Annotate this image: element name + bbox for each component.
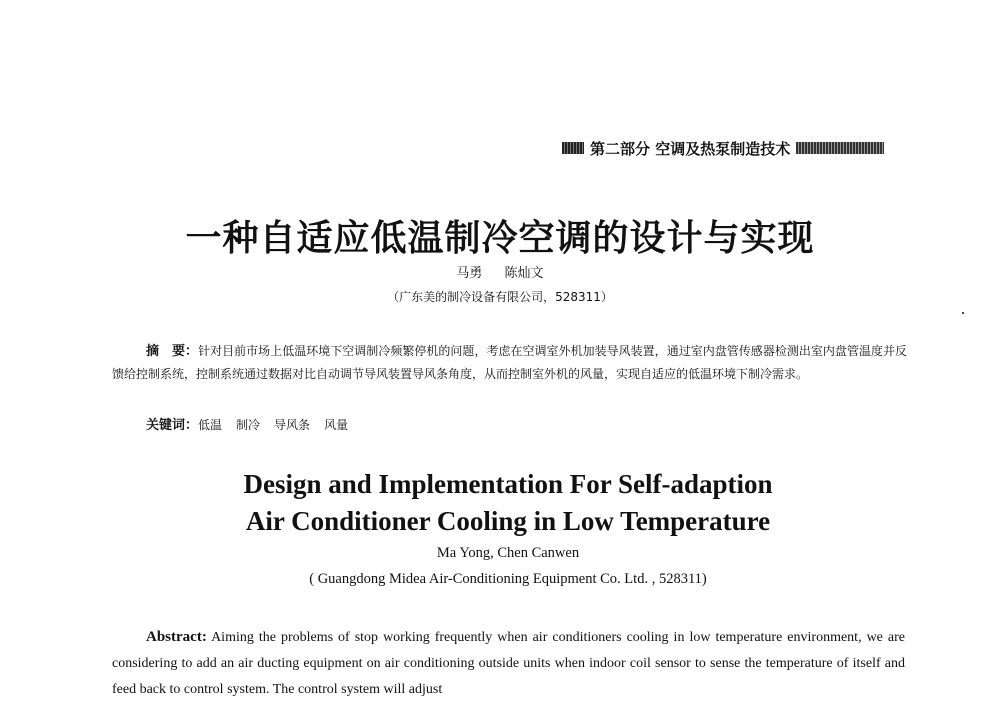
english-authors: Ma Yong, Chen Canwen xyxy=(436,545,580,561)
chinese-title: 一种自适应低温制冷空调的设计与实现 xyxy=(185,218,815,259)
keyword: 风量 xyxy=(324,418,349,432)
chinese-affiliation: （广东美的制冷设备有限公司，528311） xyxy=(387,290,613,304)
scan-speck xyxy=(962,312,964,314)
english-title-line-2: Air Conditioner Cooling in Low Temperature xyxy=(245,506,771,536)
english-title xyxy=(8,466,1000,540)
section-header xyxy=(562,137,907,159)
chinese-abstract-text: 针对目前市场上低温环境下空调制冷频繁停机的问题，考虑在空调室外机加装导风装置，通过室内盘管传感器检测出室内盘管温度并反馈给控制系统，控制系统通过数据对比自动调节导风装置导风条角度，从而控制室外机的风量，实现自适应的低温环境下制冷需求。 xyxy=(112,344,907,381)
section-label: 第二部分 空调及热泵制造技术 xyxy=(590,139,791,158)
english-affiliation: ( Guangdong Midea Air-Conditioning Equipment Co. Ltd. , 528311) xyxy=(309,571,707,587)
header-ornament-right xyxy=(796,142,884,154)
keyword: 低温 xyxy=(198,418,223,432)
english-title-line-1: Design and Implementation For Self-adaption xyxy=(243,469,773,499)
chinese-authors: 马勇 陈灿文 xyxy=(456,266,544,281)
english-abstract-text: Aiming the problems of stop working frequently when air conditioners cooling in low temperature environment, we are considering to add an air ducting equipment on air conditioning outside units when indoor coil sensor to sense the temperature of itself and feed back to control system. The control system will adjust xyxy=(112,630,905,697)
english-abstract-label: Abstract: xyxy=(146,629,207,645)
keyword: 制冷 xyxy=(236,418,261,432)
chinese-keywords-label: 关键词： xyxy=(146,418,199,433)
chinese-abstract xyxy=(112,340,907,385)
keyword: 导风条 xyxy=(274,418,311,432)
chinese-abstract-label: 摘 要： xyxy=(146,344,199,359)
header-ornament-left xyxy=(562,142,584,154)
chinese-keywords xyxy=(146,414,362,433)
english-abstract xyxy=(112,624,905,703)
